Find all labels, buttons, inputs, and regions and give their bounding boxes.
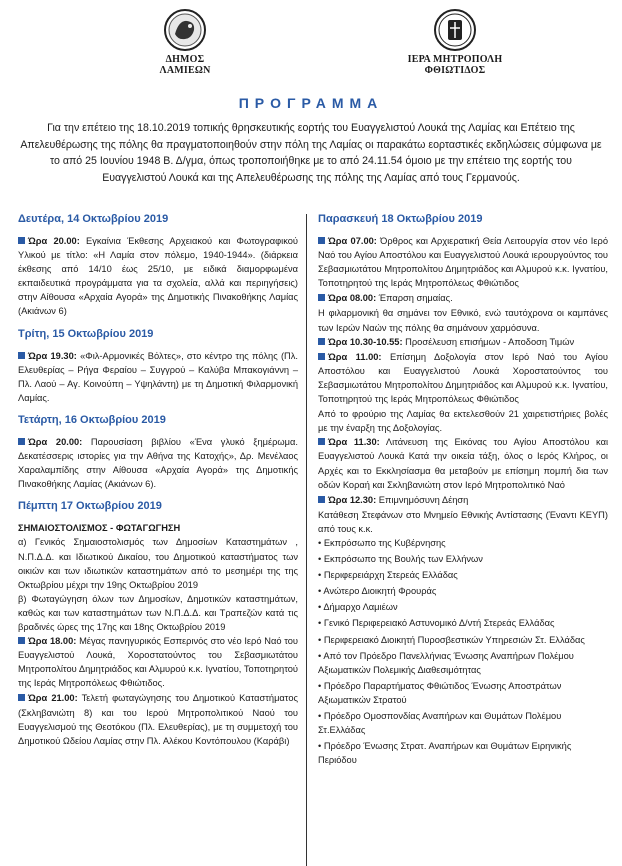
event-time: Ώρα 20.00: (28, 436, 83, 447)
page-title: ΠΡΟΓΡΑΜΜΑ (238, 95, 384, 111)
event-text: Επιμνημόσυνη Δέηση (378, 494, 469, 505)
event-item (318, 493, 608, 507)
day-heading-friday: Παρασκευή 18 Οκτωβρίου 2019 (318, 213, 483, 225)
event-text: «Φιλ-Αρμονικές Βόλτες», στο κέντρο της πόλης (Πλ. Ελευθερίας – Ρήγα Φεραίου – Συγγρού – Καλύβα Μπακογιάννη – Πλ. Λαού – Αγ. Κοινούπη – Υψηλάντη) με τη Δημοτική Φιλαρμονική Λαμίας. (18, 350, 298, 403)
event-time: Ώρα 18.00: (28, 636, 77, 647)
municipality-name: ΔΗΜΟΣ ΛΑΜΙΕΩΝ (159, 54, 211, 76)
event-item (18, 435, 298, 491)
municipality-logo (140, 8, 230, 76)
page-header (0, 0, 622, 90)
right-column (318, 212, 608, 769)
event-text: Έπαρση σημαίας. (378, 293, 453, 304)
event-text: Επίσημη Δοξολογία στον Ιερό Ναό του Αγίου Αποστόλου και Ευαγγελιστού Λουκά Χοροστατούντος του Σεβασμιωτάτου Μητροπολίτου Δημητριάδος και Αλμυρού κ.κ. Ιγνατίου, Τοποτηρητού της Ιεράς Μητροπόλεως Φθιώτιδος (318, 351, 609, 405)
left-column (18, 212, 298, 749)
bullet-square-icon (18, 637, 25, 644)
list-item: • Εκπρόσωπο της Κυβέρνησης (318, 537, 446, 548)
paragraph-a: α) Γενικός Σημαιοστολισμός των Δημοσίων Καταστημάτων , Ν.Π.Δ.Δ. και Ιδιωτικού Δικαίου, του Δημοτικού καταστήματος των οικιών και των ιδιωτικών καταστημάτων από το μεσημέρι της της Οκτωβρίου μέχρι την 19ης Οκτωβρίου 2019 (18, 537, 298, 590)
event-time: Ώρα 07.00: (328, 236, 377, 246)
column-divider (306, 214, 307, 866)
event-item (18, 234, 298, 319)
event-item (318, 291, 608, 305)
event-item (318, 234, 608, 290)
event-time: Ώρα 11.30: (328, 437, 380, 448)
list-item: • Πρόεδρο Παραρτήματος Φθιώτιδος Ένωσης Αποστράτων Αξιωματικών Στρατού (318, 680, 562, 705)
event-text: Τελετή φωταγώγησης του Δημοτικού Καταστήματος (Σκληβανιώτη 8) και του Ιερού Μητροπολιτικού Ναού του Ευαγγελισμού της Θεοτόκου (Πλ. Ελευθερίας), με τη συμμετοχή του Δημοτικού Ωδείου Λαμίας στην Πλ. Αλέκου Κοντόπουλου (Καράβι) (18, 693, 298, 746)
metropolis-name-line2: ΦΘΙΩΤΙΔΟΣ (424, 65, 486, 76)
event-time: Ώρα 20.00: (28, 236, 80, 246)
bullet-square-icon (318, 438, 325, 445)
bullet-square-icon (318, 338, 325, 345)
event-item (18, 691, 298, 747)
list-item: • Από τον Πρόεδρο Πανελλήνιας Ένωσης Αναπήρων Πολέμου Αξιωματικών Πολεμικής Διαθεσιμότητας (318, 650, 574, 675)
event-time: Ώρα 11.00: (328, 351, 382, 362)
event-time: Ώρα 21.00: (28, 693, 78, 704)
event-text: Όρθρος και Αρχιερατική Θεία Λειτουργία στον νέο Ιερό Ναό του Αγίου Αποστόλου και Ευαγγελιστού Λουκά ιερουργούντος του Σεβασμιωτάτου Μητροπολίτου Δημητριάδος και Αλμυρού κ.κ. Ιγνατίου, Τοποτηρητού της Ιεράς Μητροπόλεως Φθιώτιδος (318, 236, 608, 289)
event-text: Μέγας πανηγυρικός Εσπερινός στο νέο Ιερό Ναό του Ευαγγελιστού Λουκά, Χοροστατούντος του Σεβασμιωτάτου Μητροπολίτου Δημητριάδος και Αλμυρού κ.κ. Ιγνατίου, Τοποτηρητού της Ιεράς Μητροπόλεως Φθιώτιδος. (18, 636, 299, 689)
event-item (18, 349, 298, 405)
event-text: Εγκαίνια Έκθεσης Αρχειακού και Φωτογραφικού Υλικού με τίτλο: «Η Λαμία στον πόλεμο, 1940-1944». (διάρκεια έκθεσης από 14/10 έως 25/10, με ειδικά διαμορφωμένα εκπαιδευτικά προγράμματα για τα σχολεία, αλλά και περιηγήσεις) στην Αίθουσα «Αρχαία Αγορά» της Δημοτικής Πινακοθήκης Λαμίας (Ακιάνων 6) (18, 236, 298, 317)
coin-emblem-icon (163, 8, 207, 52)
bullet-square-icon (318, 353, 325, 360)
list-item: • Περιφερειάρχη Στερεάς Ελλάδας (318, 570, 458, 581)
event-item (318, 350, 608, 406)
event-item (18, 634, 298, 690)
list-item: • Περιφερειακό Διοικητή Πυροσβεστικών Υπηρεσιών Στ. Ελλάδας (318, 634, 585, 645)
event-text: Παρουσίαση βιβλίου «Ένα γλυκό ξημέρωμα. Δεκατέσσερις ιστορίες για την Αθήνα της Κατοχής», Δρ. Μενέλαος Χαραλαμπίδης στην Αίθουσα «Αρχαία Αγορά» της Δημοτικής Πινακοθήκης Λαμίας (Ακιάνων 6). (18, 436, 298, 490)
day-heading-wednesday: Τετάρτη, 16 Οκτωβρίου 2019 (18, 413, 166, 426)
event-text: Λιτάνευση της Εικόνας του Αγίου Αποστόλου και Ευαγγελιστού Λουκά Κατά την οικεία τάξη, όλος ο Ιερός Κλήρος, οι Αρχές και το Εκκλησίασμα θα μεταβούν με επίσημη πομπή δια των οδών Κοραή και Σκληβανιώτη στον Ιερό Μητροπολιτικό Ναό (318, 437, 609, 490)
event-text: Προσέλευση επισήμων - Αποδοση Τιμών (405, 336, 575, 347)
day-heading-tuesday: Τρίτη, 15 Οκτωβρίου 2019 (18, 327, 154, 340)
event-note: Η φιλαρμονική θα σημάνει τον Εθνικό, ενώ ταυτόχρονα οι καμπάνες των Ιερών Ναών της πόλης θα σημάνουν χαρμόσυνα. (318, 308, 608, 333)
bullet-square-icon (18, 352, 25, 359)
event-item (318, 335, 608, 349)
wreath-list (318, 536, 608, 767)
event-time: Ώρα 19.30: (28, 350, 77, 361)
event-note: Κατάθεση Στεφάνων στο Μνημείο Εθνικής Αντίστασης (Έναντι ΚΕΥΠ) από τους κ.κ. (318, 509, 608, 534)
day-heading-thursday: Πέμπτη 17 Οκτωβρίου 2019 (18, 500, 162, 513)
intro-paragraph: Για την επέτειο της 18.10.2019 τοπικής θρησκευτικής εορτής του Ευαγγελιστού Λουκά της Λαμίας και Επέτειο της Απελευθέρωσης της πόλης θα πραγματοποιηθούν στην πόλη της Λαμίας οι παρακάτω εορταστικές εκδηλώσεις σύμφωνα με το από 25 Ιουνίου 1948 Β. Δ/γμα, όπως τροποποιήθηκε με το από 24.11.54 όμοιο με την επέτειο της εορτής του Ευαγγελιστού Λουκά και της Απελευθέρωσης της πόλης της Λαμίας από τους Γερμανούς. (20, 122, 602, 184)
list-item: • Εκπρόσωπο της Βουλής των Ελλήνων (318, 554, 483, 565)
metropolis-logo (390, 8, 520, 76)
day-heading-monday: Δευτέρα, 14 Οκτωβρίου 2019 (18, 213, 169, 225)
event-time: Ώρα 12.30: (328, 494, 377, 505)
seal-emblem-icon (433, 8, 477, 52)
event-time: Ώρα 08.00: (328, 293, 377, 304)
bullet-square-icon (318, 294, 325, 301)
bullet-square-icon (18, 237, 25, 244)
event-item (318, 435, 608, 491)
list-item: • Πρόεδρο Ομοσπονδίας Αναπήρων και Θυμάτων Πολέμου Στ.Ελλάδας (318, 711, 562, 736)
list-item: • Δήμαρχο Λαμιέων (318, 602, 398, 613)
paragraph-b: β) Φωταγώγηση όλων των Δημοσίων, Δημοτικών καταστημάτων, καθώς και των καταστημάτων των Ν.Π.Δ.Δ. και Τραπεζών κατά τις βραδινές ώρες της 17ης και 18ης Οκτωβρίου 2019 (18, 593, 298, 632)
list-item: • Γενικό Περιφερειακό Αστυνομικό Δ/ντή Στερεάς Ελλάδας (318, 618, 555, 629)
bullet-square-icon (18, 438, 25, 445)
event-time: Ώρα 10.30-10.55: (328, 336, 403, 347)
bullet-square-icon (18, 694, 25, 701)
list-item: • Ανώτερο Διοικητή Φρουράς (318, 586, 437, 597)
bullet-square-icon (318, 237, 325, 244)
bullet-square-icon (318, 496, 325, 503)
metropolis-name-line1: ΙΕΡΑ ΜΗΤΡΟΠΟΛΗ (407, 54, 503, 65)
event-note: Από το φρούριο της Λαμίας θα εκτελεσθούν 21 χαιρετιστήριες βολές με την έναρξη της Δοξολογίας. (318, 409, 608, 434)
section-subheading: ΣΗΜΑΙΟΣΤΟΛΙΣΜΟΣ - ΦΩΤΑΓΩΓΗΣΗ (18, 523, 181, 534)
list-item: • Πρόεδρο Ένωσης Στρατ. Αναπήρων και Θυμάτων Ειρηνικής Περιόδου (318, 741, 572, 766)
